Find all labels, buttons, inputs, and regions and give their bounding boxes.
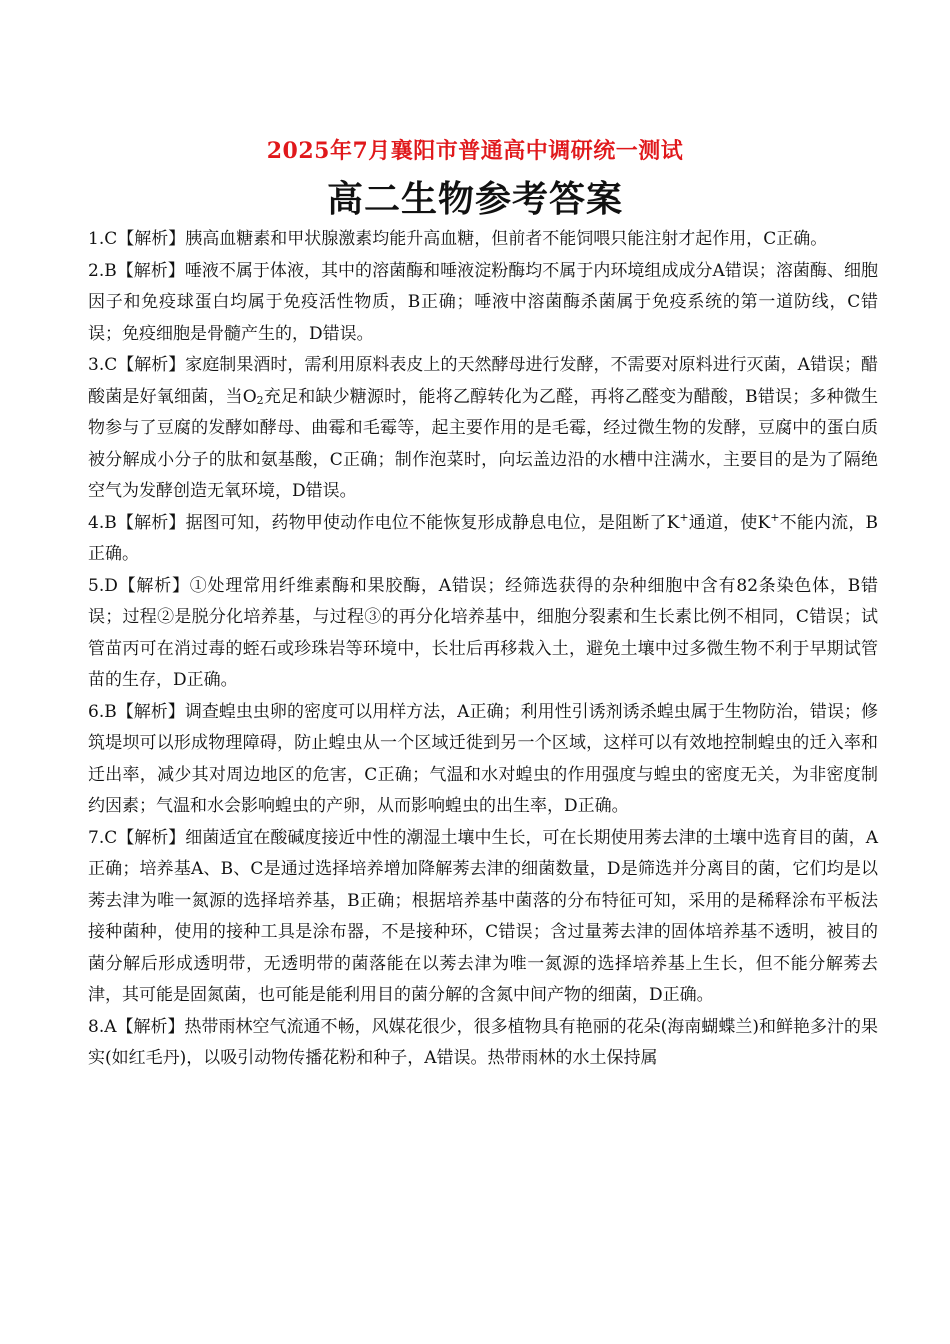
answer-3-subscript: 2 [256,393,264,407]
answer-6: 6.B【解析】调查蝗虫虫卵的密度可以用样方法，A正确；利用性引诱剂诱杀蝗虫属于生物防治，错误；修筑堤坝可以形成物理障碍，防止蝗虫从一个区域迁徙到另一个区域，这样可以有效地控制蝗虫的迁入率和迁出率，减少其对周边地区的危害，C正确；气温和水对蝗虫的作用强度与蝗虫的密度无关，为非密度制约因素；气温和水会影响蝗虫的产卵，从而影响蝗虫的出生率，D正确。 [88,701,878,816]
answer-1: 1.C【解析】胰高血糖素和甲状腺激素均能升高血糖，但前者不能饲喂只能注射才起作用，C正确。 [88,229,828,249]
answer-4-superscript-2: + [770,510,780,524]
answer-5: 5.D【解析】①处理常用纤维素酶和果胶酶，A错误；经筛选获得的杂种细胞中含有82条染色体，B错误；过程②是脱分化培养基，与过程③的再分化培养基中，细胞分裂素和生长素比例不相同，C错误；试管苗丙可在消过毒的蛭石或珍珠岩等环境中，长壮后再移栽入土，避免土壤中过多微生物不利于早期试管苗的生存，D正确。 [88,575,878,690]
answer-3-part2: 充足和缺少糖源时，能将乙醇转化为乙醛，再将乙醛变为醋酸，B错误；多种微生物参与了豆腐的发酵如酵母、曲霉和毛霉等，起主要作用的是毛霉，经过微生物的发酵，豆腐中的蛋白质被分解成小分子的肽和氨基酸，C正确；制作泡菜时，向坛盖边沿的水槽中注满水，主要目的是为了隔绝空气为发酵创造无氧环境，D错误。 [88,386,878,501]
answer-4-superscript-1: + [679,510,689,524]
answer-8: 8.A【解析】热带雨林空气流通不畅，风媒花很少，很多植物具有艳丽的花朵(海南蝴蝶兰)和鲜艳多汁的果实(如红毛丹)，以吸引动物传播花粉和种子，A错误。热带雨林的水土保持属 [88,1016,878,1068]
exam-title: 2025年7月襄阳市普通高中调研统一测试 [266,138,684,164]
answer-7: 7.C【解析】细菌适宜在酸碱度接近中性的潮湿土壤中生长，可在长期使用莠去津的土壤中选育目的菌，A正确；培养基A、B、C是通过选择培养增加降解莠去津的细菌数量，D是筛选并分离目的菌，它们均是以莠去津为唯一氮源的选择培养基，B正确；根据培养基中菌落的分布特征可知，采用的是稀释涂布平板法接种菌种，使用的接种工具是涂布器，不是接种环，C错误；含过量莠去津的固体培养基不透明，被目的菌分解后形成透明带，无透明带的菌落能在以莠去津为唯一氮源的选择培养基上生长，但不能分解莠去津，其可能是固氮菌，也可能是能利用目的菌分解的含氮中间产物的细菌，D正确。 [88,827,878,1005]
answer-4-part3: 不能内流，B正确。 [88,512,878,564]
answer-4-part2: 通道，使K [688,512,771,533]
answer-2: 2.B【解析】唾液不属于体液，其中的溶菌酶和唾液淀粉酶均不属于内环境组成成分A错误；溶菌酶、细胞因子和免疫球蛋白均属于免疫活性物质，B正确；唾液中溶菌酶杀菌属于免疫系统的第一道防线，C错误；免疫细胞是骨髓产生的，D错误。 [88,260,878,344]
answer-4-part1: 4.B【解析】据图可知，药物甲使动作电位不能恢复形成静息电位，是阻断了K [88,512,680,533]
answer-3-part1: 3.C【解析】家庭制果酒时，需利用原料表皮上的天然酵母进行发酵，不需要对原料进行灭菌，A错误；醋酸菌是好氧细菌，当O [88,355,878,407]
answer-4 [88,508,878,571]
subject-title: 高二生物参考答案 [326,179,623,220]
answer-body [88,224,878,1075]
answer-3 [88,350,878,508]
